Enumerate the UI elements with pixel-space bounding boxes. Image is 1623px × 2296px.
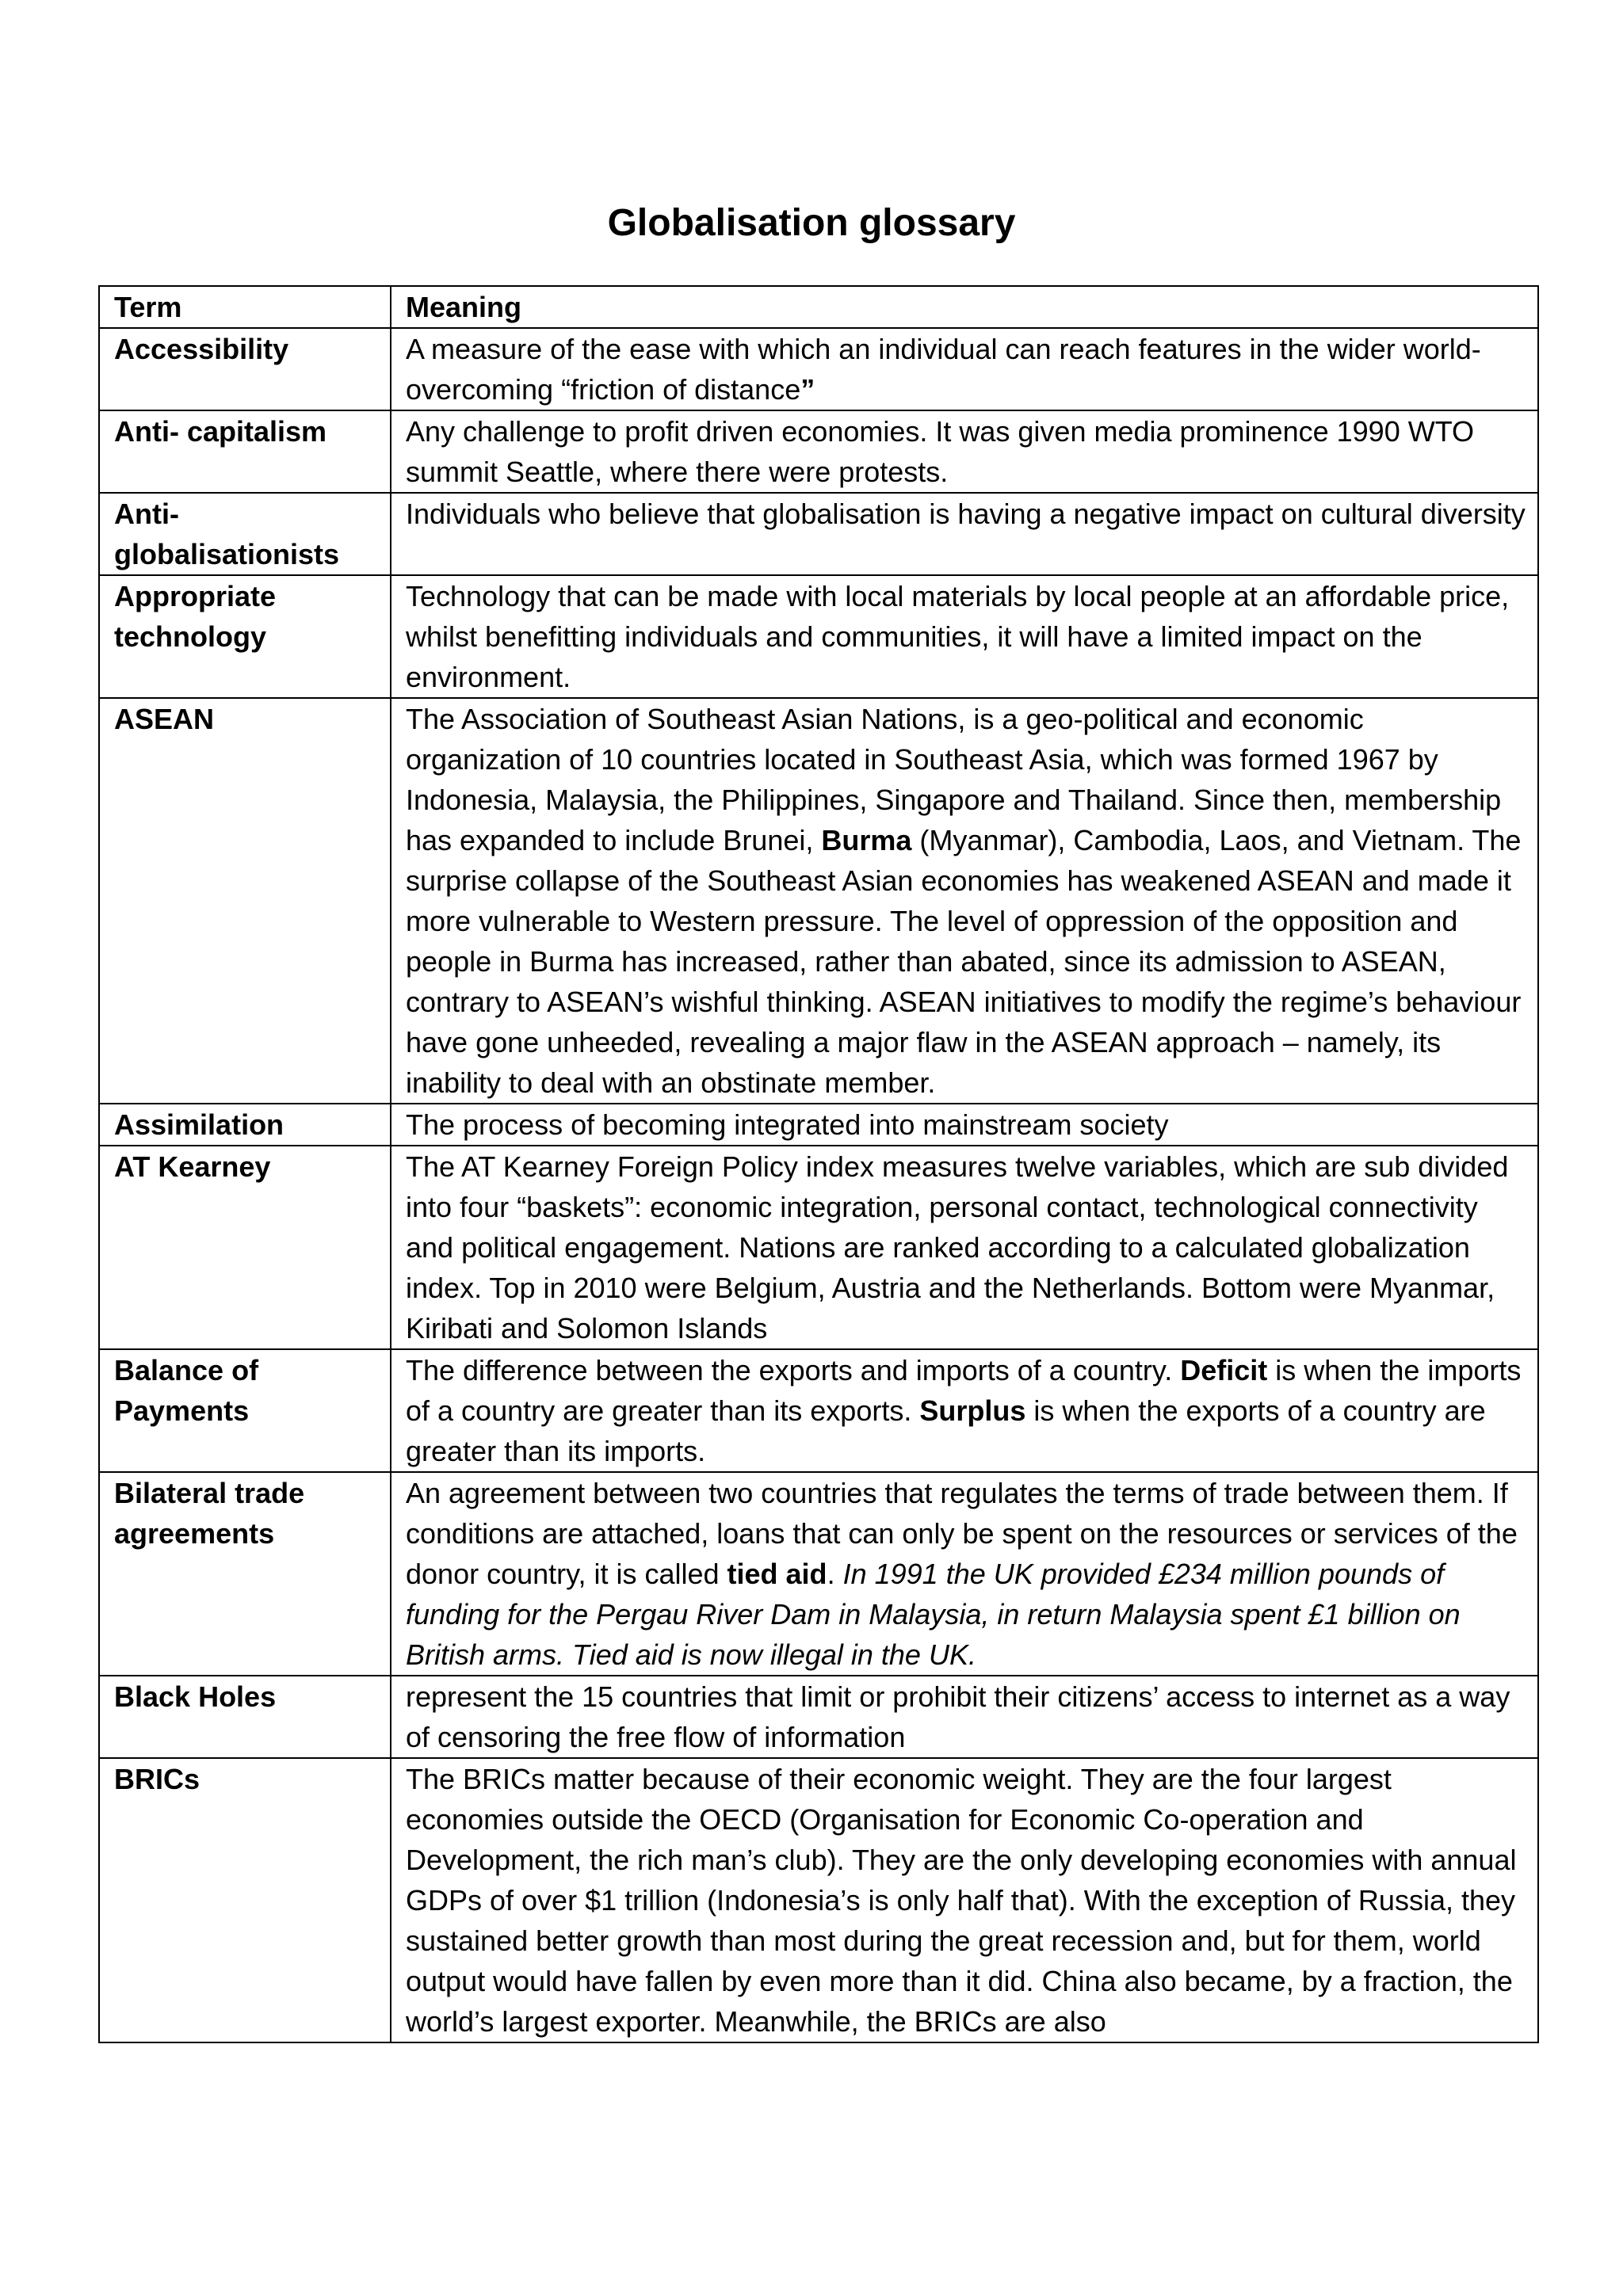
glossary-meaning (391, 698, 1538, 1104)
glossary-meaning (391, 1104, 1538, 1146)
glossary-term: Black Holes (99, 1676, 391, 1758)
table-row (99, 1104, 1538, 1146)
meaning-text: represent the 15 countries that limit or prohibit their citizens’ access to internet as a way of censoring the free flow of information (406, 1680, 1510, 1753)
meaning-text: The difference between the exports and imports of a country. (406, 1354, 1181, 1386)
table-row (99, 1758, 1538, 2042)
meaning-text: An agreement between two countries that regulates the terms of trade between them. If conditions are attached, loans that can only be spent on the resources or services of the donor country, it is called (406, 1477, 1518, 1590)
glossary-meaning (391, 328, 1538, 410)
glossary-meaning (391, 575, 1538, 698)
glossary-meaning (391, 1146, 1538, 1349)
glossary-term: Anti- globalisationists (99, 493, 391, 575)
table-row (99, 698, 1538, 1104)
meaning-text: Technology that can be made with local materials by local people at an affordable price, whilst benefitting individuals and communities, it will have a limited impact on the environment. (406, 580, 1510, 693)
glossary-term: AT Kearney (99, 1146, 391, 1349)
meaning-text: Individuals who believe that globalisation is having a negative impact on cultural diversity (406, 498, 1526, 530)
table-row (99, 410, 1538, 493)
page-title: Globalisation glossary (607, 202, 1016, 244)
table-row (99, 1349, 1538, 1472)
meaning-text: (Myanmar), Cambodia, Laos, and Vietnam. The surprise collapse of the Southeast Asian economies has weakened ASEAN and made it more vulnerable to Western pressure. The level of oppression of the opposition and people in Burma has increased, rather than abated, since its admission to ASEAN, contrary to ASEAN’s wishful thinking. ASEAN initiatives to modify the regime’s behaviour have gone unheeded, revealing a major flaw in the ASEAN approach – namely, its inability to deal with an obstinate member. (406, 824, 1522, 1099)
glossary-body (99, 328, 1538, 2042)
glossary-meaning (391, 410, 1538, 493)
bold-text: ” (800, 373, 815, 406)
meaning-text: The process of becoming integrated into mainstream society (406, 1108, 1169, 1141)
table-row (99, 1146, 1538, 1349)
bold-text: Surplus (919, 1394, 1026, 1427)
glossary-term: BRICs (99, 1758, 391, 2042)
bold-text: tied aid (727, 1558, 827, 1590)
glossary-table (98, 285, 1539, 2043)
bold-text: Deficit (1180, 1354, 1268, 1386)
table-row (99, 493, 1538, 575)
glossary-term: Assimilation (99, 1104, 391, 1146)
table-row (99, 575, 1538, 698)
table-row (99, 328, 1538, 410)
meaning-text: Any challenge to profit driven economies. It was given media prominence 1990 WTO summit Seattle, where there were protests. (406, 415, 1475, 488)
glossary-meaning (391, 1676, 1538, 1758)
meaning-text: is when the imports of a country are greater than its exports. (406, 1354, 1522, 1427)
glossary-term: Appropriate technology (99, 575, 391, 698)
meaning-text: . (827, 1558, 843, 1590)
italic-text: In 1991 the UK provided £234 million pounds of funding for the Pergau River Dam in Malaysia, in return Malaysia spent £1 billion on British arms. Tied aid is now illegal in the UK. (406, 1558, 1461, 1671)
meaning-text: The BRICs matter because of their economic weight. They are the four largest economies outside the OECD (Organisation for Economic Co-operation and Development, the rich man’s club). They are the only developing economies with annual GDPs of over $1 trillion (Indonesia’s is only half that). With the exception of Russia, they sustained better growth than most during the great recession and, but for them, world output would have fallen by even more than it did. China also became, by a fraction, the world’s largest exporter. Meanwhile, the BRICs are also (406, 1763, 1517, 2038)
meaning-text: A measure of the ease with which an individual can reach features in the wider world- overcoming “friction of distance (406, 333, 1481, 406)
table-row (99, 1472, 1538, 1676)
meaning-text: The Association of Southeast Asian Nations, is a geo-political and economic organization of 10 countries located in Southeast Asia, which was formed 1967 by Indonesia, Malaysia, the Philippines, Singapore and Thailand. Since then, membership has expanded to include Brunei, (406, 703, 1502, 856)
table-header-row (99, 286, 1538, 328)
glossary-meaning (391, 1758, 1538, 2042)
glossary-term: ASEAN (99, 698, 391, 1104)
meaning-text: is when the exports of a country are greater than its imports. (406, 1394, 1486, 1467)
table-row (99, 1676, 1538, 1758)
meaning-text: The AT Kearney Foreign Policy index measures twelve variables, which are sub divided into four “baskets”: economic integration, personal contact, technological connectivity and political engagement. Nations are ranked according to a calculated globalization index. Top in 2010 were Belgium, Austria and the Netherlands. Bottom were Myanmar, Kiribati and Solomon Islands (406, 1150, 1509, 1344)
glossary-term: Bilateral trade agreements (99, 1472, 391, 1676)
glossary-term: Anti- capitalism (99, 410, 391, 493)
bold-text: Burma (821, 824, 912, 856)
glossary-meaning (391, 1472, 1538, 1676)
glossary-meaning (391, 493, 1538, 575)
meaning-column-header: Meaning (391, 286, 1538, 328)
term-column-header: Term (99, 286, 391, 328)
glossary-term: Accessibility (99, 328, 391, 410)
glossary-meaning (391, 1349, 1538, 1472)
glossary-term: Balance of Payments (99, 1349, 391, 1472)
